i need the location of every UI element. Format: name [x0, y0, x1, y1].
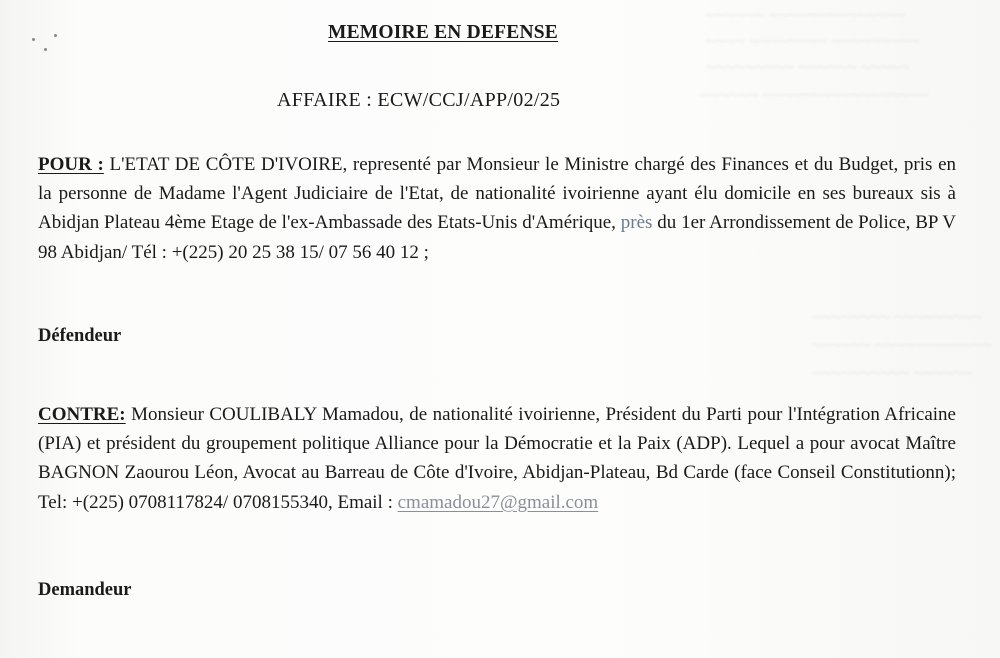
bleed-through-text: ~~~~ ~~~~~~~~ ~~~~~~~~~	[706, 31, 920, 51]
bleed-through-text: ~~~~~~~~~ ~~~~~~ ~~~~~	[706, 57, 910, 77]
defendeur-label: Défendeur	[38, 326, 122, 346]
bleed-through-text: ~~~~~~ ~~~~~~~~~~~~~~~~~	[700, 85, 929, 105]
pour-label: POUR :	[38, 154, 104, 175]
case-reference: AFFAIRE : ECW/CCJ/APP/02/25	[277, 89, 561, 111]
pour-text-end: du 1er Arrondissement de Police, BP V 98 Abidjan/ Tél : +(225) 20 25 38 15/ 07 56 40 12 ;	[38, 212, 956, 263]
email-link[interactable]: cmamadou27@gmail.com	[397, 491, 599, 513]
scan-speck	[44, 48, 47, 51]
bleed-through-text: ~~~~~~~~ ~~~~~~~~~	[812, 307, 983, 327]
bleed-through-text: ~~~~~~ ~~~~~~~~~~~~	[812, 335, 992, 355]
contre-label: CONTRE:	[38, 404, 126, 425]
pour-paragraph	[38, 150, 956, 267]
contre-text: Monsieur COULIBALY Mamadou, de nationalité ivoirienne, Président du Parti pour l'Intégration Africaine (PIA) et président du groupement politique Alliance pour la Démocratie et la Paix (ADP). Lequel a pour avocat Maître BAGNON Zaourou Léon, Avocat au Barreau de Côte d'Ivoire, Abidjan-Plateau, Bd Carde (face Conseil Constitutionn); Tel: +(225) 0708117824/ 0708155340, Email :	[38, 404, 956, 513]
pour-text: L'ETAT DE CÔTE D'IVOIRE, representé par Monsieur le Ministre chargé des Finances et du Budget, pris en la personne de Madame l'Agent Judiciaire de l'Etat, de nationalité ivoirienne ayant élu domicile en ses bureaux sis à Abidjan Plateau 4ème Etage de l'ex-Ambassade des Etats-Unis d'Amérique,	[38, 154, 957, 234]
document-title: MEMOIRE EN DEFENSE	[327, 22, 559, 43]
pour-pres: près	[620, 212, 653, 234]
bleed-through-text: ~~~~~~ ~~~~~~~~~~~~~~	[706, 5, 906, 25]
bleed-through-text: ~~~~~~~~~~ ~~~~~~	[812, 363, 973, 383]
contre-paragraph	[38, 400, 956, 517]
demandeur-label: Demandeur	[38, 580, 132, 600]
